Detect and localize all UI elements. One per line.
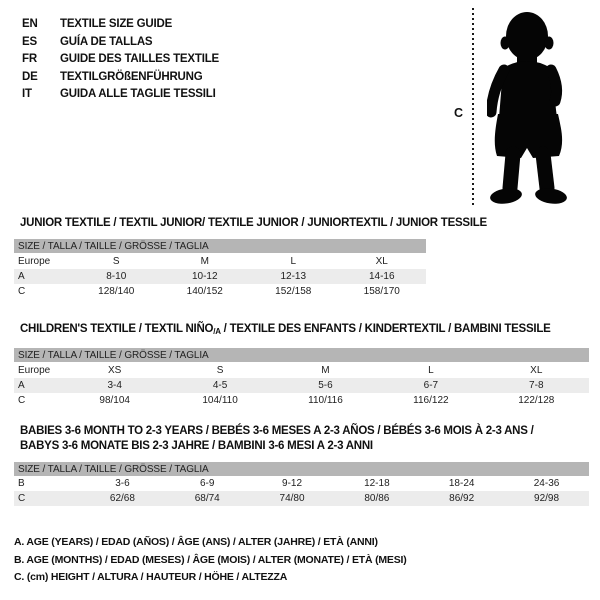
table-cell: C [18, 395, 26, 406]
table-cell: 86/92 [419, 491, 504, 506]
size-header-label: SIZE / TALLA / TAILLE / GRÖSSE / TAGLIA [14, 239, 426, 253]
table-cell: 122/128 [518, 395, 555, 406]
children-size-table [14, 348, 589, 408]
table-cell: 3-4 [62, 378, 167, 393]
table-cell: 110/116 [308, 395, 343, 406]
size-table-header [14, 348, 589, 362]
language-title: GUIDA ALLE TAGLIE TESSILI [60, 88, 216, 101]
size-table-header [14, 239, 426, 253]
table-cell: 3-6 [115, 478, 130, 489]
language-title: GUÍA DE TALLAS [60, 35, 153, 48]
title-line-2: BABYS 3-6 MONATE BIS 2-3 JAHRE / BAMBINI 3-6 MESI A 2-3 ANNI [20, 440, 373, 452]
table-cell: 140/152 [186, 286, 223, 297]
table-cell: 158/170 [363, 286, 400, 297]
table-cell: 128/140 [98, 286, 135, 297]
table-cell: 4-5 [167, 378, 272, 393]
language-row-it [22, 86, 219, 104]
legend-line-b: B. AGE (MONTHS) / EDAD (MESES) / ÂGE (MOIS) / ALTER (MONATE) / ETÀ (MESI) [14, 553, 407, 566]
language-row-de [22, 69, 219, 87]
babies-size-table [14, 462, 589, 506]
section-title-children [20, 323, 551, 336]
table-cell: 12-13 [249, 269, 338, 284]
language-row-es [22, 34, 219, 52]
table-cell: 18-24 [448, 478, 475, 489]
table-cell: S [112, 255, 120, 267]
language-code: FR [22, 53, 37, 66]
table-cell: 98/104 [99, 395, 130, 406]
table-cell: Europe [18, 364, 51, 376]
table-cell: 92/98 [504, 491, 589, 506]
height-measure-label: C [454, 106, 464, 120]
size-header-label: SIZE / TALLA / TAILLE / GRÖSSE / TAGLIA [14, 348, 589, 362]
table-row-c [14, 393, 589, 408]
table-cell: A [14, 269, 72, 284]
table-cell: 74/80 [250, 491, 335, 506]
table-cell: 6-9 [200, 478, 215, 489]
baby-silhouette-icon [487, 6, 595, 212]
table-cell: 80/86 [334, 491, 419, 506]
table-cell: S [216, 364, 224, 376]
table-cell: A [14, 378, 62, 393]
table-cell: B [18, 478, 25, 489]
table-cell: L [428, 364, 434, 376]
table-cell: 62/68 [80, 491, 165, 506]
language-title: TEXTILGRÖßENFÜHRUNG [60, 70, 203, 83]
table-cell: M [200, 255, 209, 267]
table-cell: L [290, 255, 297, 267]
title-part: / TEXTILE DES ENFANTS / KINDERTEXTIL / BAMBINI TESSILE [220, 323, 551, 335]
size-header-label: SIZE / TALLA / TAILLE / GRÖSSE / TAGLIA [14, 462, 589, 476]
table-cell: XL [375, 255, 388, 267]
size-table-header [14, 462, 589, 476]
height-dotted-line [472, 8, 474, 208]
section-title-babies [20, 424, 534, 454]
table-cell: 152/158 [275, 286, 312, 297]
table-cell: 68/74 [165, 491, 250, 506]
table-cell: M [321, 364, 330, 376]
table-cell: Europe [18, 255, 51, 267]
table-cell: C [18, 286, 26, 297]
title-part: CHILDREN'S TEXTILE / TEXTIL NIÑO [20, 323, 214, 335]
title-subscript: /A [213, 327, 221, 336]
table-cell: 5-6 [273, 378, 378, 393]
junior-size-table [14, 239, 426, 299]
table-cell: XS [108, 364, 122, 376]
table-row-a [14, 378, 589, 393]
table-cell: 8-10 [72, 269, 161, 284]
table-columns-row [14, 253, 426, 269]
language-code: DE [22, 70, 38, 83]
table-row-b [14, 476, 589, 491]
legend-line-a: A. AGE (YEARS) / EDAD (AÑOS) / ÂGE (ANS) / ALTER (JAHRE) / ETÀ (ANNI) [14, 536, 378, 548]
title-line-1: BABIES 3-6 MONTH TO 2-3 YEARS / BEBÉS 3-6 MESES A 2-3 AÑOS / BÉBÉS 3-6 MOIS À 2-3 ANS / [20, 425, 534, 437]
measure-legend [14, 534, 407, 587]
table-row-a [14, 269, 426, 284]
section-title-junior: JUNIOR TEXTILE / TEXTIL JUNIOR/ TEXTILE JUNIOR / JUNIORTEXTIL / JUNIOR TESSILE [20, 217, 487, 229]
language-list [22, 16, 219, 104]
language-code: EN [22, 18, 38, 30]
table-cell: 104/110 [202, 395, 238, 406]
language-row-fr [22, 51, 219, 69]
language-title: TEXTILE SIZE GUIDE [60, 18, 173, 30]
table-cell: 24-36 [533, 478, 560, 489]
language-row-en [22, 16, 219, 34]
table-columns-row [14, 362, 589, 378]
table-cell: 10-12 [161, 269, 250, 284]
legend-line-c: C. (cm) HEIGHT / ALTURA / HAUTEUR / HÖHE / ALTEZZA [14, 571, 288, 583]
table-cell: 12-18 [364, 478, 390, 489]
language-code: ES [22, 35, 37, 48]
table-cell: 9-12 [282, 478, 303, 489]
table-cell: C [14, 491, 80, 506]
language-code: IT [22, 88, 32, 101]
table-cell: 116/122 [413, 395, 449, 406]
table-row-c [14, 491, 589, 506]
table-row-c [14, 284, 426, 299]
table-cell: 7-8 [484, 378, 589, 393]
table-cell: XL [530, 364, 543, 376]
table-cell: 14-16 [338, 269, 427, 284]
language-title: GUIDE DES TAILLES TEXTILE [60, 53, 219, 66]
table-cell: 6-7 [378, 378, 483, 393]
